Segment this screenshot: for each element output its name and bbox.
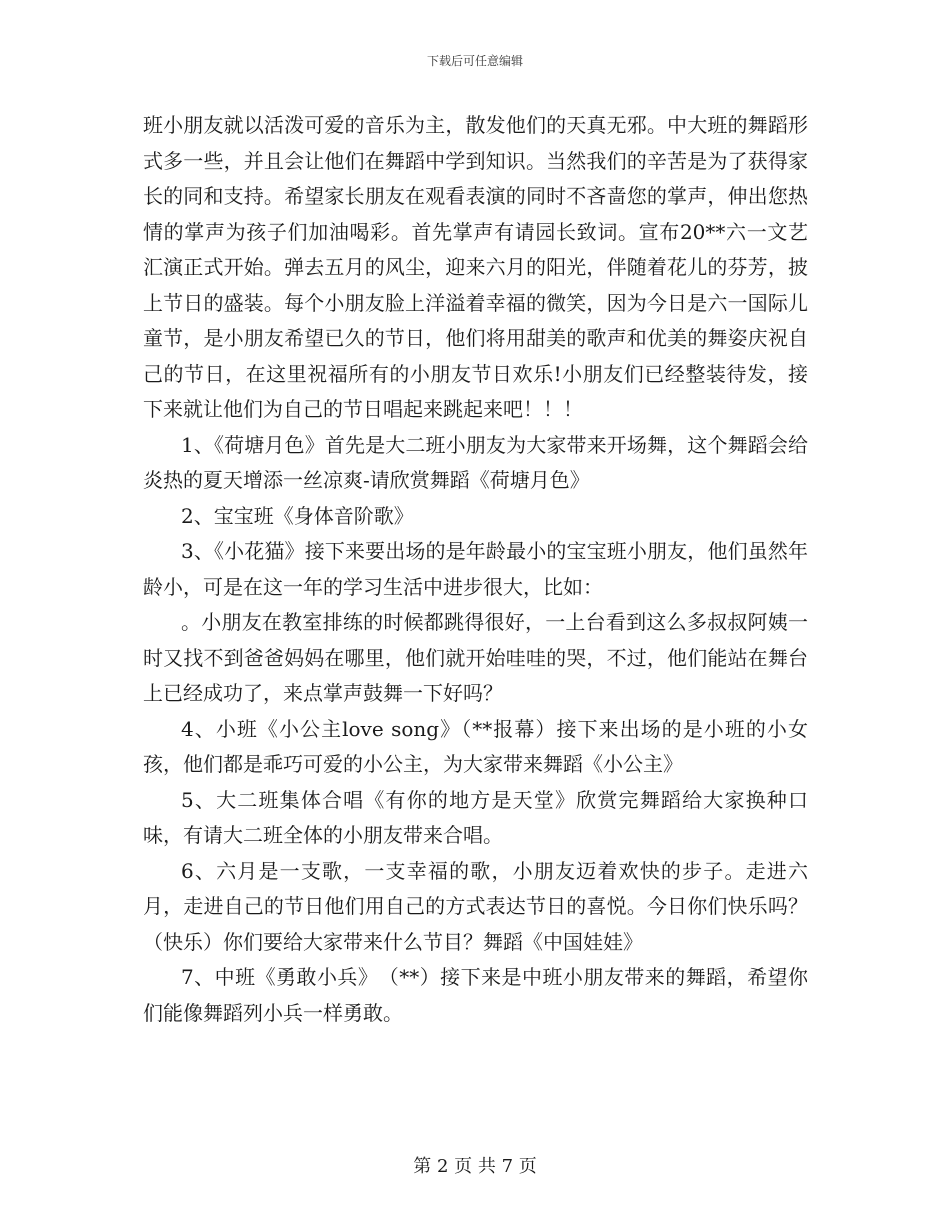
paragraph-item-3: 3、《小花猫》接下来要出场的是年龄最小的宝宝班小朋友，他们虽然年龄小，可是在这一年的学习生活中进步很大，比如：: [143, 539, 808, 599]
paragraph-item-4: 4、小班《小公主love song》（**报幕）接下来出场的是小班的小女孩，他们都是乖巧可爱的小公主，为大家带来舞蹈《小公主》: [143, 716, 808, 776]
paragraph-item-5: 5、大二班集体合唱《有你的地方是天堂》欣赏完舞蹈给大家换种口味，有请大二班全体的小朋友带来合唱。: [143, 787, 808, 847]
document-body: [143, 108, 808, 1031]
page-header: 下载后可任意编辑: [426, 54, 523, 68]
paragraph-item-6: 6、六月是一支歌，一支幸福的歌，小朋友迈着欢快的步子。走进六月，走进自己的节日他们用自己的方式表达节日的喜悦。今日你们快乐吗？（快乐）你们要给大家带来什么节目？舞蹈《中国娃娃》: [143, 858, 808, 954]
paragraph-item-2: 2、宝宝班《身体音阶歌》: [181, 503, 414, 528]
paragraph-item-1: 1、《荷塘月色》首先是大二班小朋友为大家带来开场舞，这个舞蹈会给炎热的夏天增添一丝凉爽-请欣赏舞蹈《荷塘月色》: [143, 432, 808, 492]
page-number-footer: 第 2 页 共 7 页: [413, 1156, 537, 1177]
paragraph-item-3-continued: 。小朋友在教室排练的时候都跳得很好，一上台看到这么多叔叔阿姨一时又找不到爸爸妈妈在哪里，他们就开始哇哇的哭，不过，他们能站在舞台上已经成功了，来点掌声鼓舞一下好吗？: [143, 610, 808, 705]
paragraph-intro: 班小朋友就以活泼可爱的音乐为主，散发他们的天真无邪。中大班的舞蹈形式多一些，并且会让他们在舞蹈中学到知识。当然我们的辛苦是为了获得家长的同和支持。希望家长朋友在观看表演的同时不吝啬您的掌声，伸出您热情的掌声为孩子们加油喝彩。首先掌声有请园长致词。宣布20**六一文艺汇演正式开始。弹去五月的风尘，迎来六月的阳光，伴随着花儿的芬芳，披上节日的盛装。每个小朋友脸上洋溢着幸福的微笑，因为今日是六一国际儿童节，是小朋友希望已久的节日，他们将用甜美的歌声和优美的舞姿庆祝自己的节日，在这里祝福所有的小朋友节日欢乐!小朋友们已经整装待发，接下来就让他们为自己的节日唱起来跳起来吧！！！: [143, 113, 808, 421]
paragraph-item-7: 7、中班《勇敢小兵》 （**）接下来是中班小朋友带来的舞蹈，希望你们能像舞蹈列小兵一样勇敢。: [143, 965, 808, 1025]
